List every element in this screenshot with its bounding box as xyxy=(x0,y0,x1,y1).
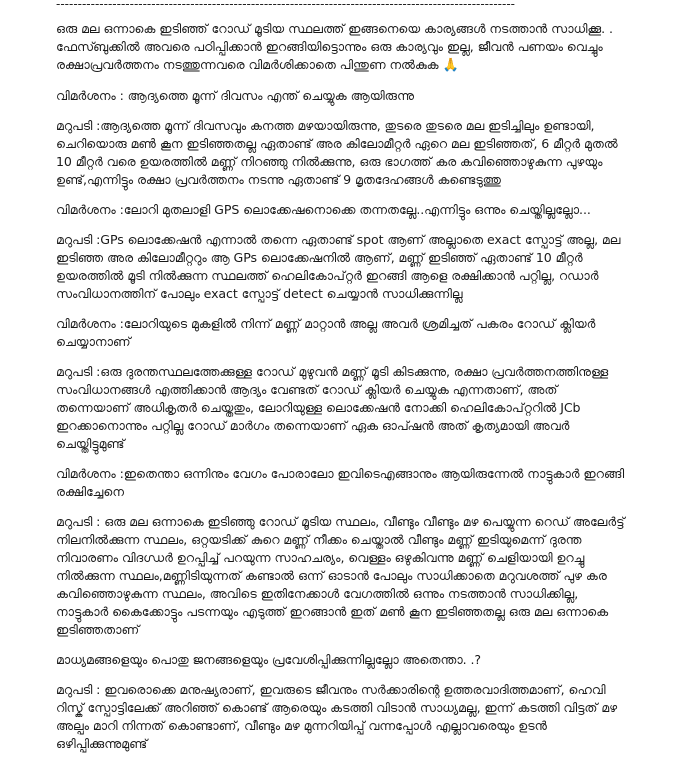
reply-3: മറുപടി :ഒരു ദുരന്തസ്ഥലത്തേക്കുള്ള റോഡ് മുഴുവൻ മണ്ണ് മൂടി കിടക്കുന്നു, രക്ഷാ പ്രവർത്തനത്തിനുള്ള സംവിധാനങ്ങൾ എത്തിക്കാൻ ആദ്യം വേണ്ടത് റോഡ് ക്ലിയർ ചെയ്യുക എന്നതാണ്, അത് തന്നെയാണ് അധികൃതർ ചെയ്തതും, ലോറിയുള്ള ലൊക്കേഷൻ നോക്കി ഹെലികോപ്റ്ററിൽ JCb ഇറക്കാനൊന്നും പറ്റില്ല റോഡ് മാർഗം തന്നെയാണ് ഏക ഓപ്ഷൻ അത് കൃത്യമായി അവർ ചെയ്തിട്ടുമുണ്ട് xyxy=(56,364,609,451)
reply-1: മറുപടി :ആദ്യത്തെ മൂന്ന് ദിവസവും കനത്ത മഴയായിരുന്നു, തുടരെ തുടരെ മല ഇടിച്ചിലും ഉണ്ടായി, ചെറിയൊരു മൺ കൂന ഇടിഞ്ഞതല്ല ഏതാണ്ട് അര കിലോമീറ്റർ ഏറെ മല ഇടിഞ്ഞത്, 6 മീറ്റർ മുതൽ 10 മീറ്റർ വരെ ഉയരത്തിൽ മണ്ണ് നിറഞ്ഞു നിൽക്കുന്നു, ഒരു ഭാഗത്ത് കര കവിഞ്ഞൊഴുകുന്ന പുഴയും ഉണ്ട്,എന്നിട്ടും രക്ഷാ പ്രവർത്തനം നടന്നു ഏതാണ്ട് 9 മൃതദേഹങ്ങൾ കണ്ടെടുത്തു xyxy=(56,118,618,187)
divider-line: ---------------------------------------------------------------------------------------------------------- xyxy=(56,0,515,11)
reply-4: മറുപടി : ഒരു മല ഒന്നാകെ ഇടിഞ്ഞു റോഡ് മൂടിയ സ്ഥലം, വീണ്ടും വീണ്ടും മഴ പെയ്യുന്ന റെഡ് അലേർട്ട് നിലനിൽക്കുന്ന സ്ഥലം, ഒറ്റയടിക്ക് കുറെ മണ്ണ് നീക്കം ചെയ്താൽ വീണ്ടും മണ്ണ് ഇടിയുമെന്ന് ദുരന്ത നിവാരണം വിദഗ്ധർ ഉറപ്പിച്ച് പറയുന്ന സാഹചര്യം, വെള്ളം ഒഴുകിവന്നു മണ്ണ് ചെളിയായി ഉറച്ചു നിൽക്കുന്ന സ്ഥലം,മണ്ണിടിയുന്നത് കണ്ടാൽ ഒന്ന് ഓടാൻ പോലും സാധിക്കാതെ മറുവശത്ത് പുഴ കര കവിഞ്ഞൊഴുകുന്ന സ്ഥലം, അവിടെ ഇതിനേക്കാൾ വേഗത്തിൽ ഒന്നും നടത്താൻ സാധിക്കില്ല, നാട്ടുകാർ കൈക്കോട്ടും പടന്നയും എടുത്ത് ഇറങ്ങാൻ ഇത് മൺ കൂന ഇടിഞ്ഞതല്ല ഒരു മല ഒന്നാകെ ഇടിഞ്ഞതാണ് xyxy=(56,514,625,637)
folded-hands-icon: 🙏 xyxy=(442,58,459,73)
intro-text: ഒരു മല ഒന്നാകെ ഇടിഞ്ഞ് റോഡ് മൂടിയ സ്ഥലത്ത് ഇങ്ങനെയെ കാര്യങ്ങൾ നടത്താൻ സാധിക്കൂ. . ഫേസ്ബുക്കിൽ അവരെ പഠിപ്പിക്കാൻ ഇറങ്ങിയിട്ടൊന്നും ഒരു കാര്യവും ഇല്ല, ജീവൻ പണയം വെച്ചും രക്ഷാപ്രവർത്തനം നടത്തുന്നവരെ വിമർശിക്കാതെ പിന്തുണ നൽകുക xyxy=(56,21,613,72)
reply-5: മറുപടി : ഇവരൊക്കെ മനുഷ്യരാണ്, ഇവരുടെ ജീവനും സർക്കാരിന്റെ ഉത്തരവാദിത്തമാണ്, ഹെവി റിസ്ക് സ്പോട്ടിലേക്ക് അറിഞ്ഞ് കൊണ്ട് ആരെയും കടത്തി വിടാൻ സാധ്യമല്ല, ഇന്ന് കടത്തി വിട്ടത് മഴ അല്പം മാറി നിന്നത് കൊണ്ടാണ്, വീണ്ടും മഴ മുന്നറിയിപ്പ് വന്നപ്പോൾ എല്ലാവരെയും ഉടൻ ഒഴിപ്പിക്കുന്നുമുണ്ട് xyxy=(56,682,618,751)
intro-paragraph xyxy=(56,20,631,75)
question-5: മാധ്യമങ്ങളെയും പൊതു ജനങ്ങളെയും പ്രവേശിപ്പിക്കുന്നില്ലല്ലോ അതെന്താ. .? xyxy=(56,652,481,667)
criticism-2: വിമർശനം :ലോറി മുതലാളി GPS ലൊക്കേഷനൊക്കെ തന്നതല്ലേ..എന്നിട്ടും ഒന്നും ചെയ്തില്ലല്ലോ... xyxy=(56,202,591,217)
criticism-4: വിമർശനം :ഇതെന്താ ഒന്നിനും വേഗം പോരാലോ ഇവിടെഎങ്ങാനും ആയിരുന്നേൽ നാട്ടുകാർ ഇറങ്ങി രക്ഷിച്ചേനെ xyxy=(56,466,625,499)
reply-2: മറുപടി :GPs ലൊക്കേഷൻ എന്നാൽ തന്നെ ഏതാണ്ട് spot ആണ് അല്ലാതെ exact സ്പോട്ട് അല്ല, മല ഇടിഞ്ഞ അര കിലോമീറ്ററും ആ GPs ലൊക്കേഷനിൽ ആണ്, മണ്ണ് ഇടിഞ്ഞ് ഏതാണ്ട് 10 മീറ്റർ ഉയരത്തിൽ മൂടി നിൽക്കുന്ന സ്ഥലത്ത് ഹെലികോപ്റ്റർ ഇറങ്ങി ആളെ രക്ഷിക്കാൻ പറ്റില്ല, റഡാർ സംവിധാനത്തിന് പോലും exact സ്പോട്ട് detect ചെയ്യാൻ സാധിക്കുന്നില്ല xyxy=(56,232,621,301)
post-body xyxy=(56,20,631,765)
criticism-1: വിമർശനം : ആദ്യത്തെ മൂന്ന് ദിവസം എന്ത് ചെയ്യുക ആയിരുന്നു xyxy=(56,88,414,103)
criticism-3: വിമർശനം :ലോറിയുടെ മുകളിൽ നിന്ന് മണ്ണ് മാറ്റാൻ അല്ല അവർ ശ്രമിച്ചത് പകരം റോഡ് ക്ലിയർ ചെയ്യാനാണ് xyxy=(56,316,596,349)
